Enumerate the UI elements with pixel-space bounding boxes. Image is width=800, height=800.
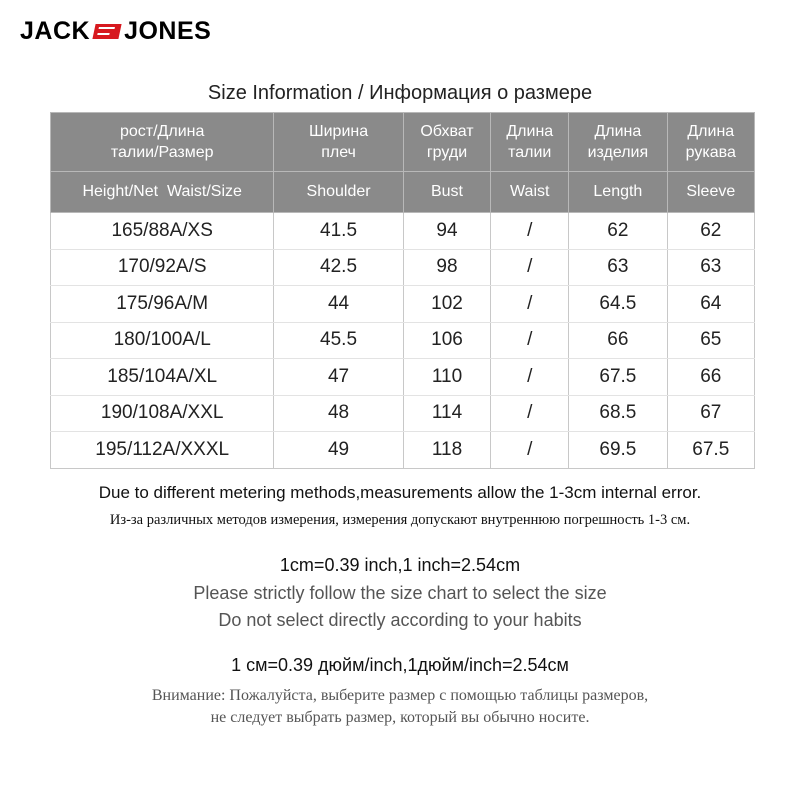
conversion-ru: 1 см=0.39 дюйм/inch,1дюйм/inch=2.54см	[231, 655, 569, 675]
table-cell: 66	[569, 322, 667, 359]
table-cell: 195/112A/XXXL	[51, 432, 274, 469]
table-cell: 170/92A/S	[51, 249, 274, 286]
table-cell: 69.5	[569, 432, 667, 469]
error-note-ru: Из-за различных методов измерения, измерения допускают внутреннюю погрешность 1-3 см.	[109, 512, 691, 528]
table-cell: 42.5	[274, 249, 403, 286]
warning-ru-line-1: Внимание: Пожалуйста, выберите размер с помощью таблицы размеров,	[151, 687, 649, 704]
table-cell: 106	[403, 322, 491, 359]
table-row	[51, 395, 755, 432]
header-row-en	[51, 172, 755, 213]
table-row	[51, 286, 755, 323]
column-header-en: Length	[569, 172, 667, 213]
table-cell: 47	[274, 359, 403, 396]
table-cell: 94	[403, 213, 491, 250]
table-cell: 48	[274, 395, 403, 432]
size-table	[50, 112, 755, 469]
table-cell: 190/108A/XXL	[51, 395, 274, 432]
table-cell: 65	[667, 322, 754, 359]
page-title: Size Information / Информация о размере	[207, 82, 593, 104]
column-header-ru: Длина изделия	[569, 113, 667, 172]
table-row	[51, 249, 755, 286]
brand-logo	[20, 16, 211, 46]
column-header-en: Sleeve	[667, 172, 754, 213]
table-cell: 63	[569, 249, 667, 286]
table-row	[51, 359, 755, 396]
table-cell: 45.5	[274, 322, 403, 359]
table-cell: 67	[667, 395, 754, 432]
table-cell: 114	[403, 395, 491, 432]
table-cell: 62	[667, 213, 754, 250]
table-cell: 44	[274, 286, 403, 323]
column-header-ru: Обхват груди	[403, 113, 491, 172]
table-cell: 49	[274, 432, 403, 469]
table-cell: /	[491, 432, 569, 469]
column-header-ru: Ширина плеч	[274, 113, 403, 172]
brand-logo-right: JONES	[124, 16, 212, 45]
conversion-en: 1cm=0.39 inch,1 inch=2.54cm	[279, 555, 521, 575]
column-header-ru: Длина талии	[491, 113, 569, 172]
table-cell: 64.5	[569, 286, 667, 323]
table-cell: 102	[403, 286, 491, 323]
table-cell: 180/100A/L	[51, 322, 274, 359]
table-cell: 63	[667, 249, 754, 286]
advice-line-1: Please strictly follow the size chart to select the size	[193, 583, 607, 603]
error-note-en: Due to different metering methods,measurements allow the 1-3cm internal error.	[98, 483, 702, 502]
table-cell: 185/104A/XL	[51, 359, 274, 396]
table-cell: /	[491, 395, 569, 432]
table-cell: 62	[569, 213, 667, 250]
table-cell: 110	[403, 359, 491, 396]
table-cell: 67.5	[569, 359, 667, 396]
table-cell: 68.5	[569, 395, 667, 432]
warning-ru-line-2: не следует выбрать размер, который вы обычно носите.	[210, 709, 590, 726]
flag-icon	[92, 24, 121, 39]
table-cell: 175/96A/M	[51, 286, 274, 323]
column-header-en: Shoulder	[274, 172, 403, 213]
column-header-ru: рост/Длина талии/Размер	[51, 113, 274, 172]
table-cell: 41.5	[274, 213, 403, 250]
size-table-body	[51, 213, 755, 469]
advice-line-2: Do not select directly according to your habits	[218, 610, 582, 630]
table-cell: /	[491, 359, 569, 396]
table-row	[51, 432, 755, 469]
brand-logo-left: JACK	[20, 16, 91, 45]
table-cell: 64	[667, 286, 754, 323]
header-row-ru	[51, 113, 755, 172]
table-cell: /	[491, 249, 569, 286]
table-cell: 67.5	[667, 432, 754, 469]
table-cell: 165/88A/XS	[51, 213, 274, 250]
table-cell: /	[491, 286, 569, 323]
table-cell: 118	[403, 432, 491, 469]
table-row	[51, 213, 755, 250]
column-header-en: Height/Net Waist/Size	[51, 172, 274, 213]
column-header-ru: Длина рукава	[667, 113, 754, 172]
table-cell: 66	[667, 359, 754, 396]
table-cell: /	[491, 213, 569, 250]
table-cell: 98	[403, 249, 491, 286]
table-cell: /	[491, 322, 569, 359]
column-header-en: Bust	[403, 172, 491, 213]
table-row	[51, 322, 755, 359]
column-header-en: Waist	[491, 172, 569, 213]
